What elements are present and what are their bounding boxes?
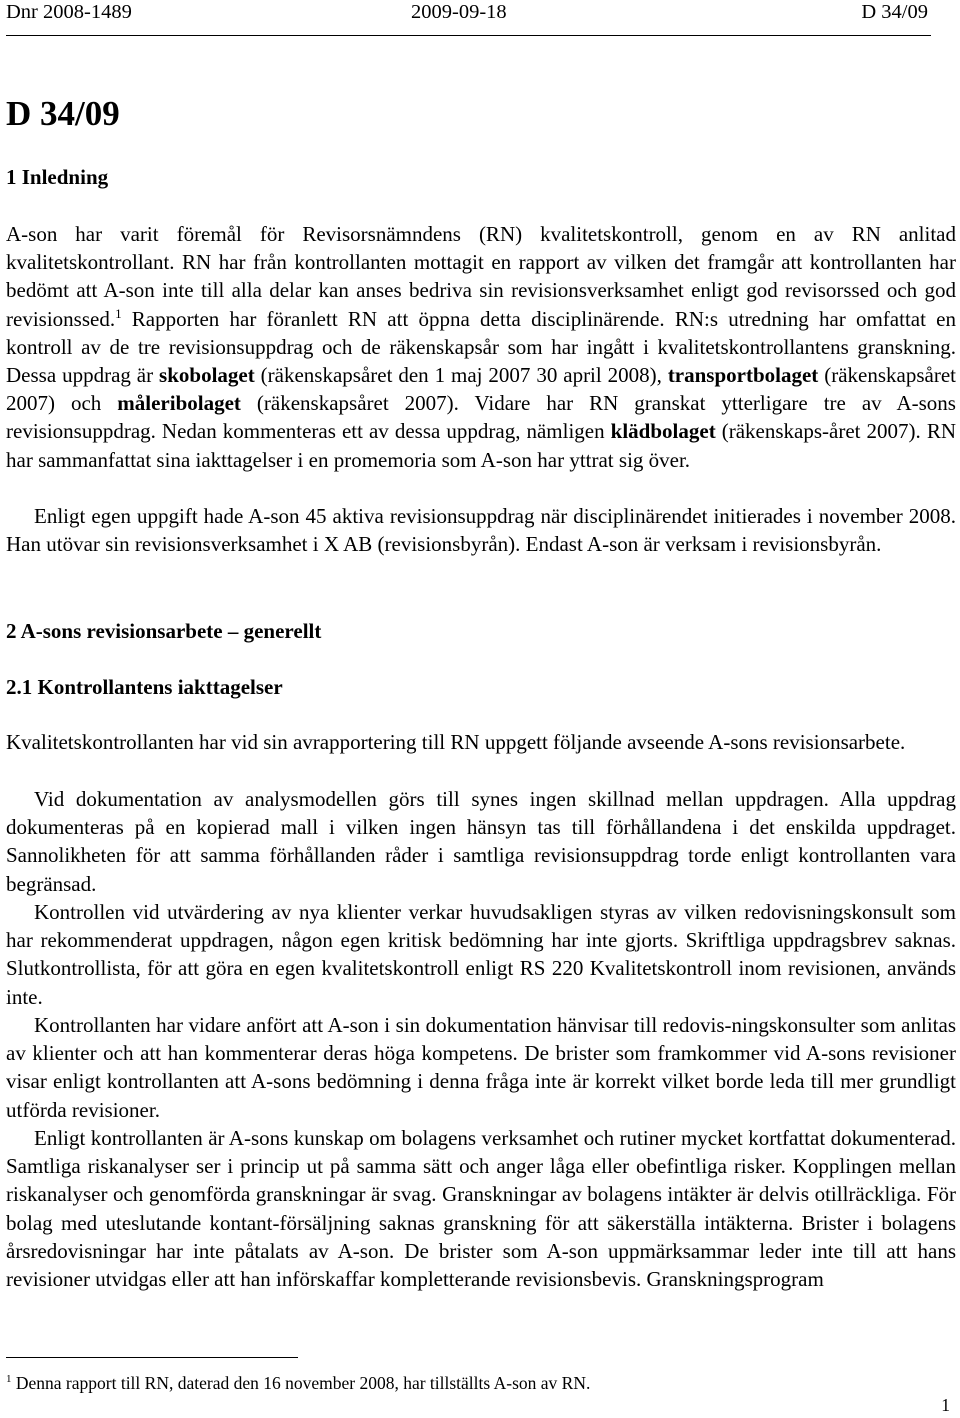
footnote-divider (6, 1357, 298, 1358)
bold-term-transportbolaget: transportbolaget (667, 363, 819, 388)
page-number: 1 (941, 1395, 950, 1415)
bold-term-kladbolaget: klädbolaget (610, 419, 716, 444)
observations-paragraph-4: Kontrollanten har vidare anfört att A-son i sin dokumentation hänvisar till redovis-ningskonsulter som anlitas av klienter och att han kommenterar deras höga kompetens. De brister som framkommer vid A-sons revisioner visar enligt kontrollanten att A-sons bedömning i denna fråga inte är korrekt vilket borde leda till mer grundligt utförda revisioner. (6, 1013, 956, 1122)
page-header (6, 0, 956, 24)
section-heading-2-1: 2.1 Kontrollantens iakttagelser (6, 675, 283, 699)
footnote-reference[interactable]: 1 (115, 305, 122, 321)
header-date: 2009-09-18 (411, 1, 507, 23)
section-heading-2: 2 A-sons revisionsarbete – generellt (6, 619, 322, 643)
header-divider (6, 35, 931, 36)
observations-paragraph-3: Kontrollen vid utvärdering av nya klienter verkar huvudsakligen styras av vilken redovisningskonsult som har rekommenderat uppdragen, någon egen kritisk bedömning har inte gjorts. Skriftliga uppdragsbrev saknas. Slutkontrollista, för att göra en egen kvalitetskontroll enligt RS 220 Kvalitetskontroll inom revisionen, används inte. (6, 900, 956, 1009)
footnote-mark: 1 (6, 1373, 12, 1385)
observations-paragraph-5: Enligt kontrollanten är A-sons kunskap om bolagens verksamhet och rutiner mycket kortfattat dokumenterad. Samtliga riskanalyser ser i princip ut på samma sätt och anger låga eller obefintliga risker. Kopplingen mellan riskanalyser och genomförda granskningar är svag. Granskningar av bolagens intäkter är delvis otillräckliga. För bolag med uteslutande kontant-försäljning saknas granskning för att säkerställa intäkterna. Brister i bolagens årsredovisningar har inte påtalats av A-son. De brister som A-son uppmärksammar leder inte till att hans revisioner utvidgas eller att han införskaffar kompletterande revisionsbevis. Granskningsprogram (6, 1126, 956, 1292)
footnote (6, 1372, 590, 1394)
bold-term-maleribolaget: måleribolaget (117, 391, 241, 416)
header-dnr: Dnr 2008-1489 (6, 1, 132, 23)
intro-paragraph-1: A-son har varit föremål för Revisorsnämndens (RN) kvalitetskontroll, genom en av RN anlitad kvalitetskontrollant. RN har från kontrollanten mottagit en rapport av vilken det framgår att kontrollanten har bedömt att A-son inte till alla delar kan anses bedriva sin revisionsverksamhet enligt god revisorssed och god revisionssed.$^1$ Rapporten har föranlett RN att öppna detta disciplinärende. RN:s utredning har omfattat en kontroll av de tre revisionsuppdrag och de räkenskapsår som har ingått i kvalitetskontrollantens granskning. Dessa uppdrag är skobolaget (räkenskapsåret den 1 maj 2007 30 april 2008), transportbolaget (räkenskapsåret 2007) och måleribolaget (räkenskapsåret 2007). Vidare har RN granskat ytterligare tre av A-sons revisionsuppdrag. Nedan kommenteras ett av dessa uppdrag, nämligen klädbolaget (räkenskaps-året 2007). RN har sammanfattat sina iakttagelser i en promemoria som A-son har yttrat sig över. (6, 222, 956, 472)
document-title: D 34/09 (6, 94, 120, 133)
section-heading-1: 1 Inledning (6, 165, 109, 189)
intro-paragraph-2: Enligt egen uppgift hade A-son 45 aktiva revisionsuppdrag när disciplinärendet initierades i november 2008. Han utövar sin revisionsverksamhet i X AB (revisionsbyrån). Endast A-son är verksam i revisionsbyrån. (6, 504, 956, 557)
bold-term-skobolaget: skobolaget (159, 363, 255, 388)
header-ref: D 34/09 (861, 1, 928, 23)
observations-paragraph-2: Vid dokumentation av analysmodellen görs till synes ingen skillnad mellan uppdragen. Alla uppdrag dokumenteras på en kopierad mall i vilken ingen hänsyn tas till förhållandena i det enskilda uppdraget. Sannolikheten för att samma förhållanden råder i samtliga revisionsuppdrag torde enligt kontrollanten vara begränsad. (6, 787, 956, 896)
observations-paragraph-1: Kvalitetskontrollanten har vid sin avrapportering till RN uppgett följande avseende A-sons revisionsarbete. (6, 730, 906, 754)
footnote-text: Denna rapport till RN, daterad den 16 november 2008, har tillställts A-son av RN. (11, 1373, 591, 1393)
